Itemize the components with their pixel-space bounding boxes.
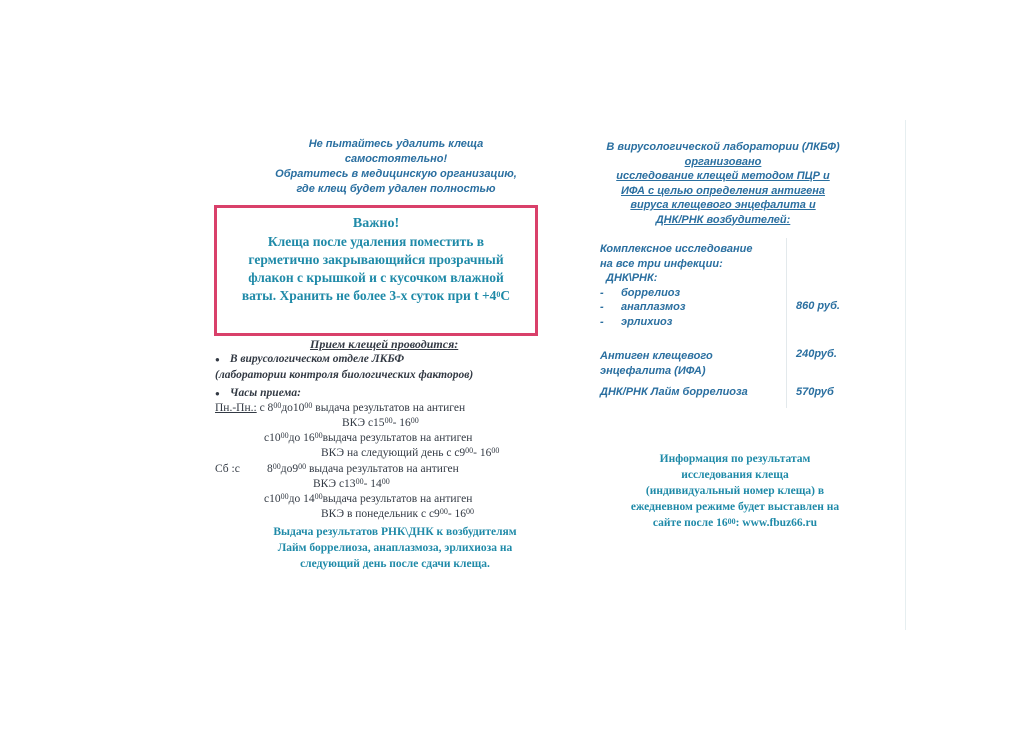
reception-title: Прием клещей проводится: [310,337,459,351]
warning-line: где клещ будет удален полностью [296,183,496,195]
box-line: ваты. Хранить не более 3-х суток при t +4 [241,288,497,303]
saturday-row-2b: ВКЭ в понедельник с $с9^{00}-$ $16^{00}$ [321,507,475,520]
complex-test: Комплексное исследование на все три инфекции: ДНК\РНК: - боррелиоз - анаплазмоз - эрлихиоз [600,242,780,329]
infection-item: - анаплазмоз [600,301,686,313]
infection-item: - эрлихиоз [600,315,673,328]
box-tail: C [500,288,511,303]
bullet-icon: ● [215,389,220,398]
degree-sup: 0 [496,290,501,299]
saturday-row-1: Сб :с $8^{00}до9^{00}$ выдача результатов на антиген [215,462,459,475]
intro-line: ДНК/РНК возбудителей: [655,213,791,226]
intro-line: исследование клещей методом ПЦР и [616,170,830,182]
infection-item: - боррелиоз [600,286,681,299]
box-line: герметично закрывающийся прозрачный [248,252,504,267]
saturday-row-2: $с10^{00}до$ $14^{00}выдача$ результатов на антиген [264,492,473,505]
box-line: Клеща после удаления поместить в [267,234,485,249]
right-panel-divider [905,120,906,630]
weekday-row-2: $с10^{00}до$ $16^{00}выдача$ результатов на антиген [264,431,473,444]
results-info: Информация по результатам исследования клеща (индивидуальный номер клеща) в ежедневном режиме будет выставлен на сайте после $16^{00}$: www.fbuz66.ru [630,453,840,529]
intro-line: ИФА с целью определения антигена [620,184,826,197]
intro-line: вируса клещевого энцефалита и [630,199,816,211]
bullet-icon: ● [215,355,220,364]
weekdays-label: Пн.-Пн.: [215,402,257,414]
price-column-divider [786,238,787,408]
box-line: флакон с крышкой и с кусочком влажной [248,270,504,285]
warning-line: Обратитесь в медицинскую организацию, [275,168,517,180]
intro-line: организовано [684,155,762,168]
weekday-row-1b: ВКЭ $с15^{00}-$ $16^{00}$ [342,416,419,429]
saturday-label: Сб :с [215,463,240,475]
weekday-row-1: Пн.-Пн.: с $8^{00}до10^{00}$ выдача результатов на антиген [215,401,466,414]
hours-title: Часы приема: [229,387,301,399]
complex-price: 860 руб. [796,300,840,312]
warning-line: Не пытайтесь удалить клеща [308,138,484,150]
results-note [230,524,560,572]
important-box [214,205,538,336]
antigen-price: 240руб. [796,348,837,360]
warning-line: самостоятельно! [344,153,448,165]
warning-block [236,137,556,197]
results-line: Выдача результатов РНК\ДНК к возбудителям [273,526,517,538]
saturday-row-1b: ВКЭ $с13^{00}-$ $14^{00}$ [313,477,390,490]
box-title: Важно! [352,216,400,231]
box-line-last [217,287,535,305]
results-line: Лайм боррелиоза, анаплазмоза, эрлихиоза на [277,542,513,554]
lyme-price: 570руб [796,386,834,398]
weekday-row-2b: ВКЭ на следующий день с $с9^{00}-$ $16^{00}$ [321,446,500,459]
website-link[interactable]: : www.fbuz66.ru [735,517,818,529]
dept-line: ● В вирусологическом отделе ЛКБФ [215,353,405,365]
antigen-test: Антиген клещевого энцефалита (ИФА) [600,350,713,377]
intro-line: В вирусологической лаборатории (ЛКБФ) [606,141,840,153]
lyme-test: ДНК/РНК Лайм боррелиоза [600,386,748,398]
lab-intro [578,140,868,227]
dept-line-2: (лаборатории контроля биологических факторов) [215,369,474,381]
hours-title-line [215,387,301,399]
results-line: следующий день после сдачи клеща. [300,558,490,570]
